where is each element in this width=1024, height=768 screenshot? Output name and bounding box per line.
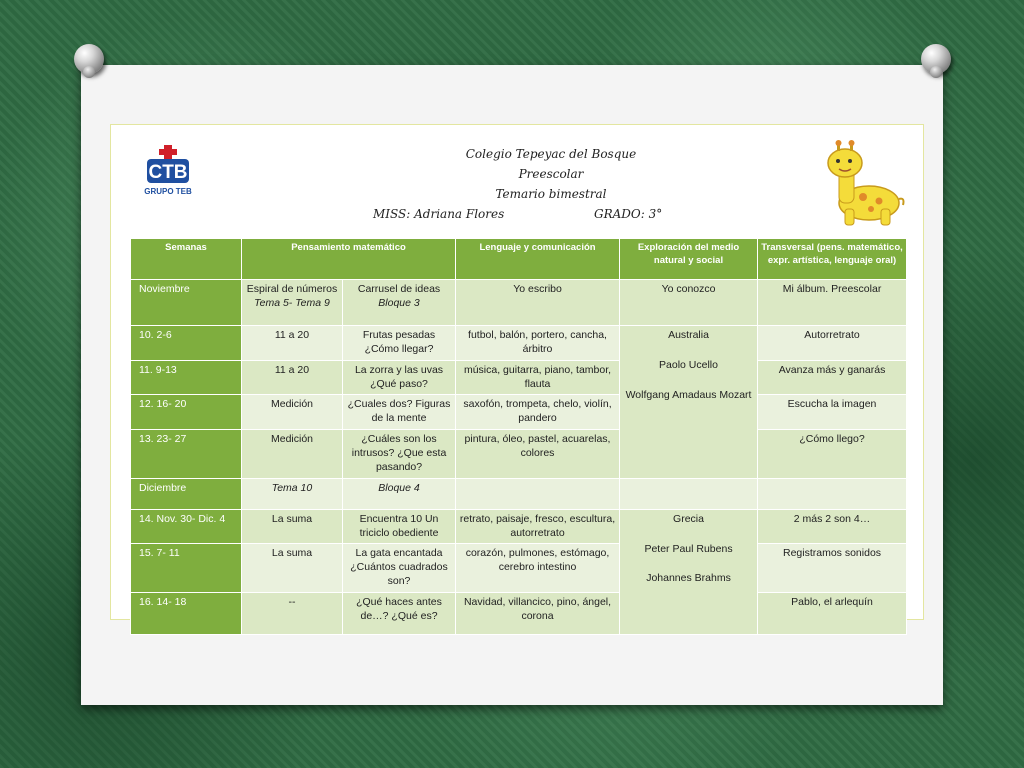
language-cell: saxofón, trompeta, chelo, violín, pandero xyxy=(456,395,620,430)
col-transversal: Transversal (pens. matemático, expr. artística, lenguaje oral) xyxy=(758,239,907,280)
table-row xyxy=(131,509,907,544)
explore-cell-merged xyxy=(620,326,758,479)
week-cell: 16. 14- 18 xyxy=(131,593,242,635)
transversal-cell: Registramos sonidos xyxy=(758,544,907,593)
schedule-table xyxy=(130,238,907,635)
giraffe-icon xyxy=(823,139,905,229)
col-semanas: Semanas xyxy=(131,239,242,280)
col-lenguaje: Lenguaje y comunicación xyxy=(456,239,620,280)
language-cell xyxy=(456,478,620,509)
math-cell: La suma xyxy=(242,509,343,544)
table-row xyxy=(131,478,907,509)
teacher-name: MISS: Adriana Flores xyxy=(373,207,505,221)
math-cell: Carrusel de ideas Bloque 3 xyxy=(343,280,456,326)
school-logo xyxy=(141,145,197,197)
explore-cell: Yo conozco xyxy=(620,280,758,326)
transversal-cell: Autorretrato xyxy=(758,326,907,361)
table-row xyxy=(131,430,907,479)
week-cell: 14. Nov. 30- Dic. 4 xyxy=(131,509,242,544)
logo-letters: CTB xyxy=(148,162,188,183)
explore-item: Peter Paul Rubens xyxy=(644,542,733,555)
transversal-cell: 2 más 2 son 4… xyxy=(758,509,907,544)
explore-item: Wolfgang Amadaus Mozart xyxy=(625,388,752,401)
week-cell: 10. 2-6 xyxy=(131,326,242,361)
grade-label: GRADO: 3° xyxy=(594,207,663,221)
logo-caption: GRUPO TEB xyxy=(144,187,192,196)
math-cell: Medición xyxy=(242,395,343,430)
table-row xyxy=(131,395,907,430)
document-subtitle: Temario bimestral xyxy=(495,187,607,201)
table-row xyxy=(131,280,907,326)
table-row xyxy=(131,544,907,593)
explore-item: Australia xyxy=(668,329,709,341)
math-cell: Tema 10 xyxy=(242,478,343,509)
language-cell: Yo escribo xyxy=(456,280,620,326)
explore-cell xyxy=(620,478,758,509)
math-cell: ¿Cuáles son los intrusos? ¿Que esta pasando? xyxy=(343,430,456,479)
col-exploracion: Exploración del medio natural y social xyxy=(620,239,758,280)
school-name: Colegio Tepeyac del Bosque xyxy=(465,147,637,161)
math-cell: Encuentra 10 Un triciclo obediente xyxy=(343,509,456,544)
table-row xyxy=(131,326,907,361)
table-header-row xyxy=(131,239,907,280)
math-cell: Espiral de números Tema 5- Tema 9 xyxy=(242,280,343,326)
transversal-cell: Mi álbum. Preescolar xyxy=(758,280,907,326)
language-cell: futbol, balón, portero, cancha, árbitro xyxy=(456,326,620,361)
explore-item: Johannes Brahms xyxy=(646,572,731,585)
week-cell: 11. 9-13 xyxy=(131,360,242,395)
math-cell: Bloque 4 xyxy=(343,478,456,509)
math-cell: La gata encantada ¿Cuántos cuadrados son? xyxy=(343,544,456,593)
language-cell: retrato, paisaje, fresco, escultura, autorretrato xyxy=(456,509,620,544)
table-row xyxy=(131,593,907,635)
math-cell: -- xyxy=(242,593,343,635)
language-cell: corazón, pulmones, estómago, cerebro intestino xyxy=(456,544,620,593)
math-cell: La suma xyxy=(242,544,343,593)
math-cell: Medición xyxy=(242,430,343,479)
explore-item: Grecia xyxy=(673,512,704,525)
math-cell: 11 a 20 xyxy=(242,326,343,361)
language-cell: música, guitarra, piano, tambor, flauta xyxy=(456,360,620,395)
math-cell: ¿Cuales dos? Figuras de la mente xyxy=(343,395,456,430)
pushpin-icon xyxy=(74,44,104,74)
transversal-cell: Avanza más y ganarás xyxy=(758,360,907,395)
math-cell: ¿Qué haces antes de…? ¿Qué es? xyxy=(343,593,456,635)
table-row xyxy=(131,360,907,395)
transversal-cell: Pablo, el arlequín xyxy=(758,593,907,635)
explore-cell-merged xyxy=(620,509,758,634)
week-cell: Noviembre xyxy=(131,280,242,326)
level-title: Preescolar xyxy=(518,167,584,181)
language-cell: Navidad, villancico, pino, ángel, corona xyxy=(456,593,620,635)
col-pensamiento: Pensamiento matemático xyxy=(242,239,456,280)
week-cell: 13. 23- 27 xyxy=(131,430,242,479)
week-cell: Diciembre xyxy=(131,478,242,509)
transversal-cell: ¿Cómo llego? xyxy=(758,430,907,479)
math-cell: La zorra y las uvas ¿Qué paso? xyxy=(343,360,456,395)
pushpin-icon xyxy=(921,44,951,74)
math-cell: Frutas pesadas ¿Cómo llegar? xyxy=(343,326,456,361)
transversal-cell xyxy=(758,478,907,509)
math-cell: 11 a 20 xyxy=(242,360,343,395)
week-cell: 12. 16- 20 xyxy=(131,395,242,430)
transversal-cell: Escucha la imagen xyxy=(758,395,907,430)
document-page xyxy=(110,124,924,620)
week-cell: 15. 7- 11 xyxy=(131,544,242,593)
language-cell: pintura, óleo, pastel, acuarelas, colores xyxy=(456,430,620,479)
explore-item: Paolo Ucello xyxy=(659,358,718,371)
